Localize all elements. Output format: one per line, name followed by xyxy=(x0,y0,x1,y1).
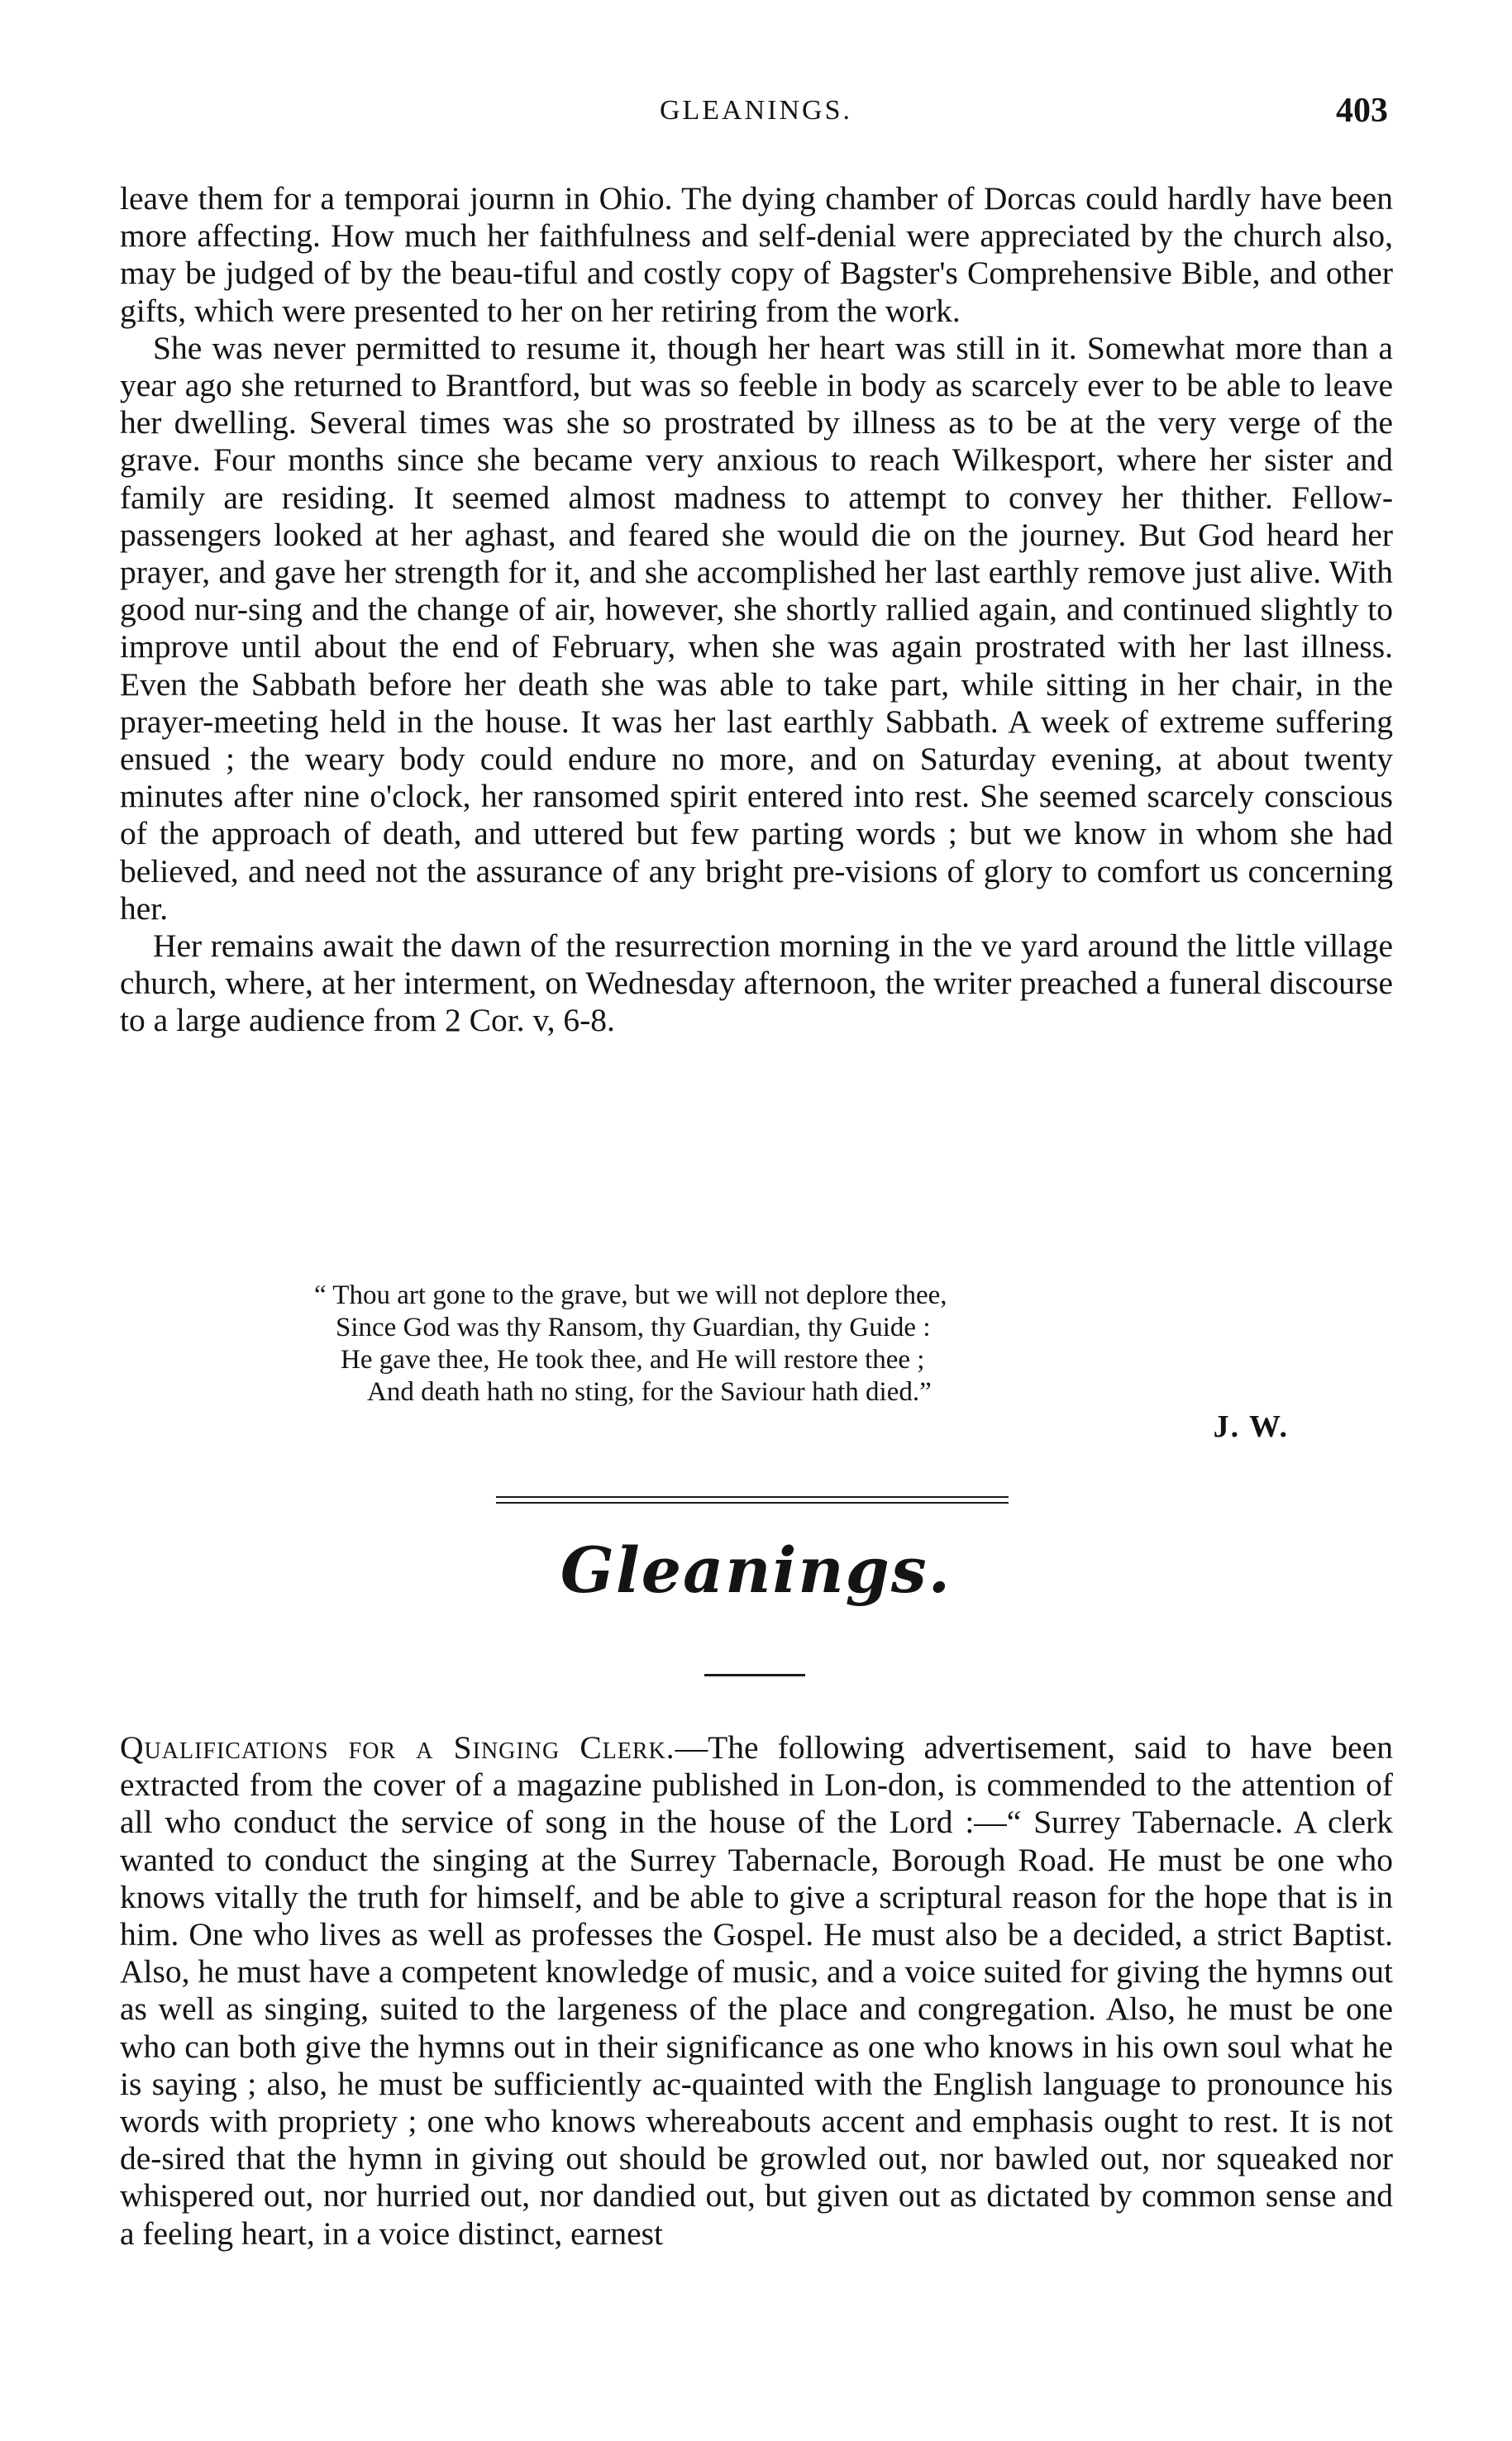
article-run-in-title: Qualifications for a Singing Clerk. xyxy=(120,1729,675,1766)
poem-line: “ Thou art gone to the grave, but we will not deplore thee, xyxy=(314,1280,947,1310)
poem-quotation xyxy=(314,1280,1265,1409)
obituary-paragraph: She was never permitted to resume it, though her heart was still in it. Somewhat more than a year ago she returned to Brantford, but was so feeble in body as scarcely ever to be able to leave her dwelling. Several times was she so prostrated by illness as to be at the very verge of the grave. Four months since she became very anxious to reach Wilkesport, where her sister and family are residing. It seemed almost madness to attempt to convey her thither. Fellow-passengers looked at her aghast, and feared she would die on the journey. But God heard her prayer, and gave her strength for it, and she accomplished her last earthly remove just alive. With good nur-sing and the change of air, however, she shortly rallied again, and continued slightly to improve until about the end of February, when she was again prostrated with her last illness. Even the Sabbath before her death she was able to take part, while sitting in her chair, in the prayer-meeting held in the house. It was her last earthly Sabbath. A week of extreme suffering ensued ; the weary body could endure no more, and on Saturday evening, at about twenty minutes after nine o'clock, her ransomed spirit entered into rest. She seemed scarcely conscious of the approach of death, and uttered but few parting words ; but we know in whom she had believed, and need not the assurance of any bright pre-visions of glory to comfort us concerning her. xyxy=(120,329,1393,927)
obituary-paragraph: leave them for a temporai journn in Ohio. The dying chamber of Dorcas could hardly have been more affecting. How much her faithfulness and self-denial were appreciated by the church also, may be judged of by the beau-tiful and costly copy of Bagster's Comprehensive Bible, and other gifts, which were presented to her on her retiring from the work. xyxy=(120,180,1393,329)
running-head xyxy=(124,86,1388,136)
poem-line: And death hath no sting, for the Saviour hath died.” xyxy=(367,1377,932,1407)
poem-line: Since God was thy Ransom, thy Guardian, thy Guide : xyxy=(336,1313,931,1342)
obituary-paragraph: Her remains await the dawn of the resurrection morning in the ve yard around the little village church, where, at her interment, on Wednesday afternoon, the writer preached a funeral discourse to a large audience from 2 Cor. v, 6-8. xyxy=(120,927,1393,1039)
page-number: 403 xyxy=(1336,92,1388,130)
poem-line: He gave thee, He took thee, and He will restore thee ; xyxy=(341,1345,925,1375)
article-paragraph xyxy=(120,1729,1393,2253)
gleanings-article xyxy=(120,1729,1393,2253)
author-signature: J. W. xyxy=(1213,1409,1289,1444)
section-divider xyxy=(496,1496,1009,1504)
heading-underline xyxy=(704,1674,805,1676)
article-body: —The following advertisement, said to have been extracted from the cover of a magazine published in Lon-don, is commended to the attention of all who conduct the service of song in the house of the Lord :—“ Surrey Tabernacle. A clerk wanted to conduct the singing at the Surrey Tabernacle, Borough Road. He must be one who knows vitally the truth for himself, and be able to give a scriptural reason for the hope that is in him. One who lives as well as professes the Gospel. He must also be a decided, a strict Baptist. Also, he must have a competent knowledge of music, and a voice suited for giving the hymns out as well as singing, suited to the largeness of the place and congregation. Also, he must be one who can both give the hymns out in their significance as one who knows in his own soul what he is saying ; also, he must be sufficiently ac-quainted with the English language to pronounce his words with propriety ; one who knows whereabouts accent and emphasis ought to rest. It is not de-sired that the hymn in giving out should be growled out, nor bawled out, nor squeaked nor whispered out, nor hurried out, nor dandied out, but given out as dictated by common sense and a feeling heart, in a voice distinct, earnest xyxy=(120,1729,1393,2252)
section-heading: Gleanings. xyxy=(560,1533,952,1607)
running-title: GLEANINGS. xyxy=(659,95,853,126)
obituary-text xyxy=(120,180,1393,1040)
